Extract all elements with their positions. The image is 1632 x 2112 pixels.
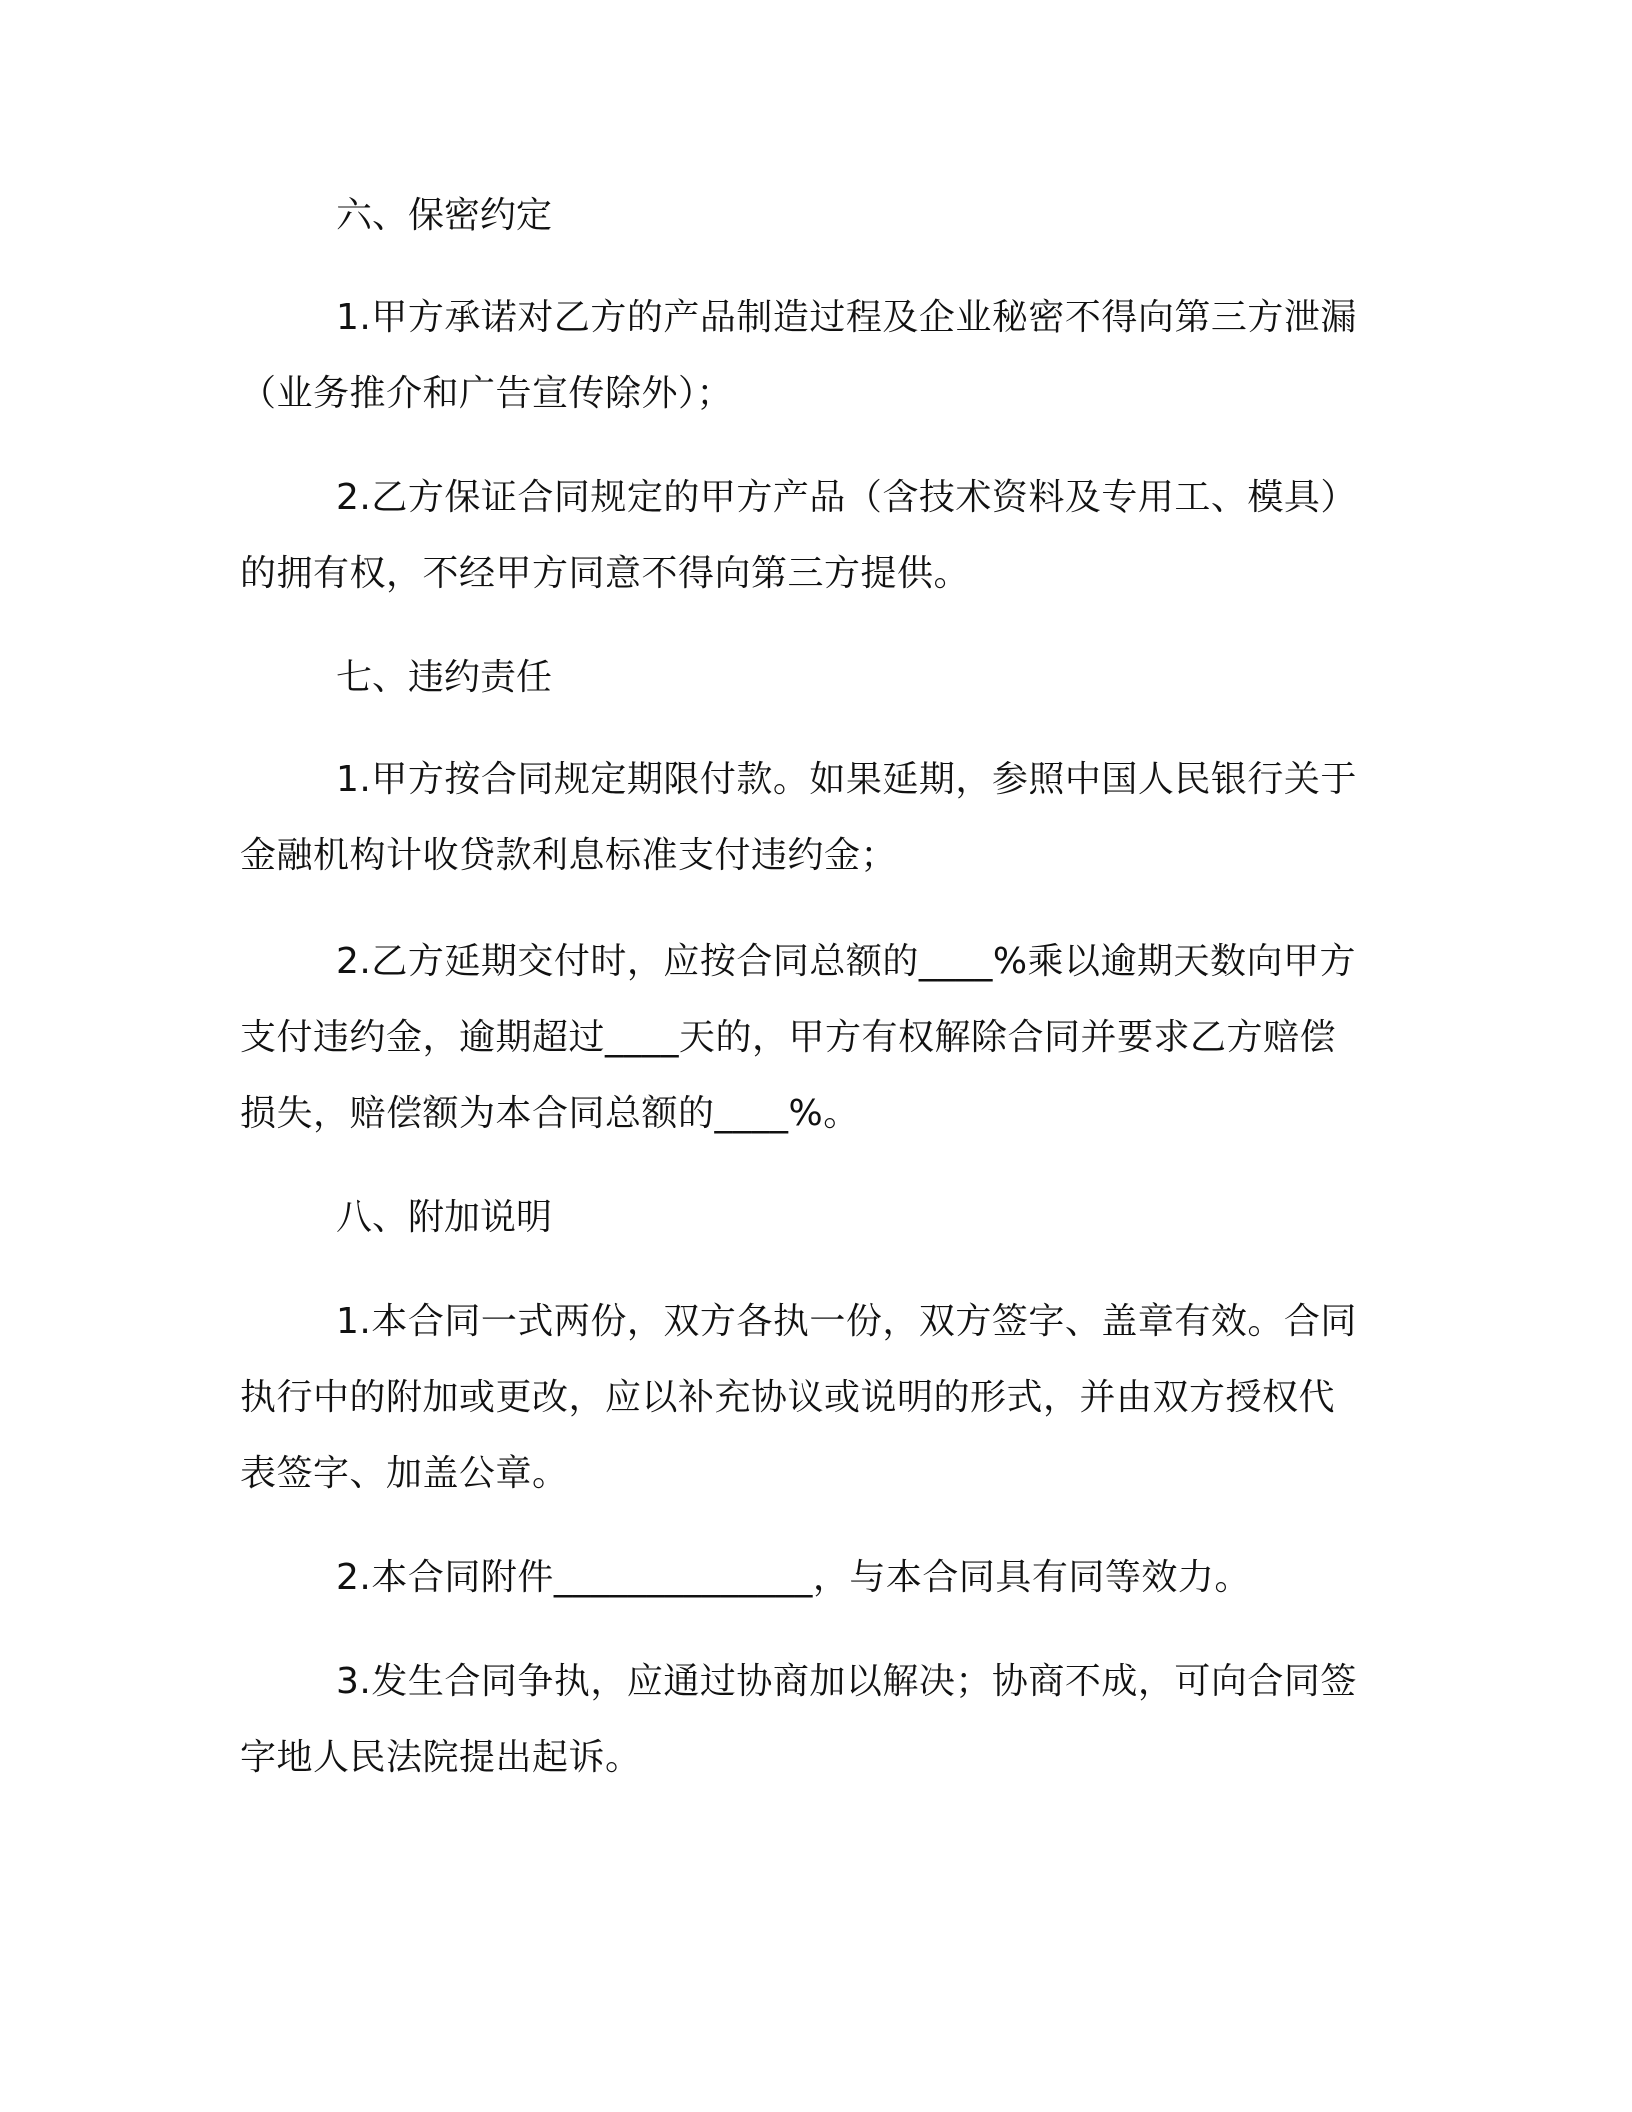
section-6-paragraph-1 xyxy=(240,280,1400,432)
paragraph-line: 2.乙方保证合同规定的甲方产品（含技术资料及专用工、模具） xyxy=(336,477,1357,518)
section-8-heading: 八、附加说明 xyxy=(336,1197,553,1238)
section-8-paragraph-1 xyxy=(240,1284,1400,1512)
section-8-paragraph-2 xyxy=(240,1540,1400,1616)
paragraph-line: 2.乙方延期交付时，应按合同总额的____%乘以逾期天数向甲方 xyxy=(336,941,1357,982)
section-7-paragraph-2 xyxy=(240,924,1400,1152)
paragraph-line: 支付违约金，逾期超过____天的，甲方有权解除合同并要求乙方赔偿 xyxy=(240,1017,1337,1058)
paragraph-line: 2.本合同附件______________，与本合同具有同等效力。 xyxy=(336,1557,1251,1598)
paragraph-line: 1.甲方承诺对乙方的产品制造过程及企业秘密不得向第三方泄漏 xyxy=(336,297,1357,338)
paragraph-line: 表签字、加盖公章。 xyxy=(240,1453,569,1494)
section-6-paragraph-2 xyxy=(240,460,1400,612)
paragraph-line: 金融机构计收贷款利息标准支付违约金； xyxy=(240,835,898,876)
section-8-paragraph-3 xyxy=(240,1644,1400,1796)
paragraph-line: 字地人民法院提出起诉。 xyxy=(240,1737,642,1778)
paragraph-line: 1.本合同一式两份，双方各执一份，双方签字、盖章有效。合同 xyxy=(336,1301,1357,1342)
paragraph-line: （业务推介和广告宣传除外）； xyxy=(240,373,734,414)
paragraph-line: 3.发生合同争执，应通过协商加以解决；协商不成，可向合同签 xyxy=(336,1661,1357,1702)
section-7-heading: 七、违约责任 xyxy=(336,657,553,698)
section-7-paragraph-1 xyxy=(240,742,1400,894)
section-6-heading: 六、保密约定 xyxy=(336,195,553,236)
paragraph-line: 损失，赔偿额为本合同总额的____%。 xyxy=(240,1093,860,1134)
paragraph-line: 的拥有权，不经甲方同意不得向第三方提供。 xyxy=(240,553,971,594)
paragraph-line: 执行中的附加或更改，应以补充协议或说明的形式，并由双方授权代 xyxy=(240,1377,1336,1418)
paragraph-line: 1.甲方按合同规定期限付款。如果延期，参照中国人民银行关于 xyxy=(336,759,1357,800)
